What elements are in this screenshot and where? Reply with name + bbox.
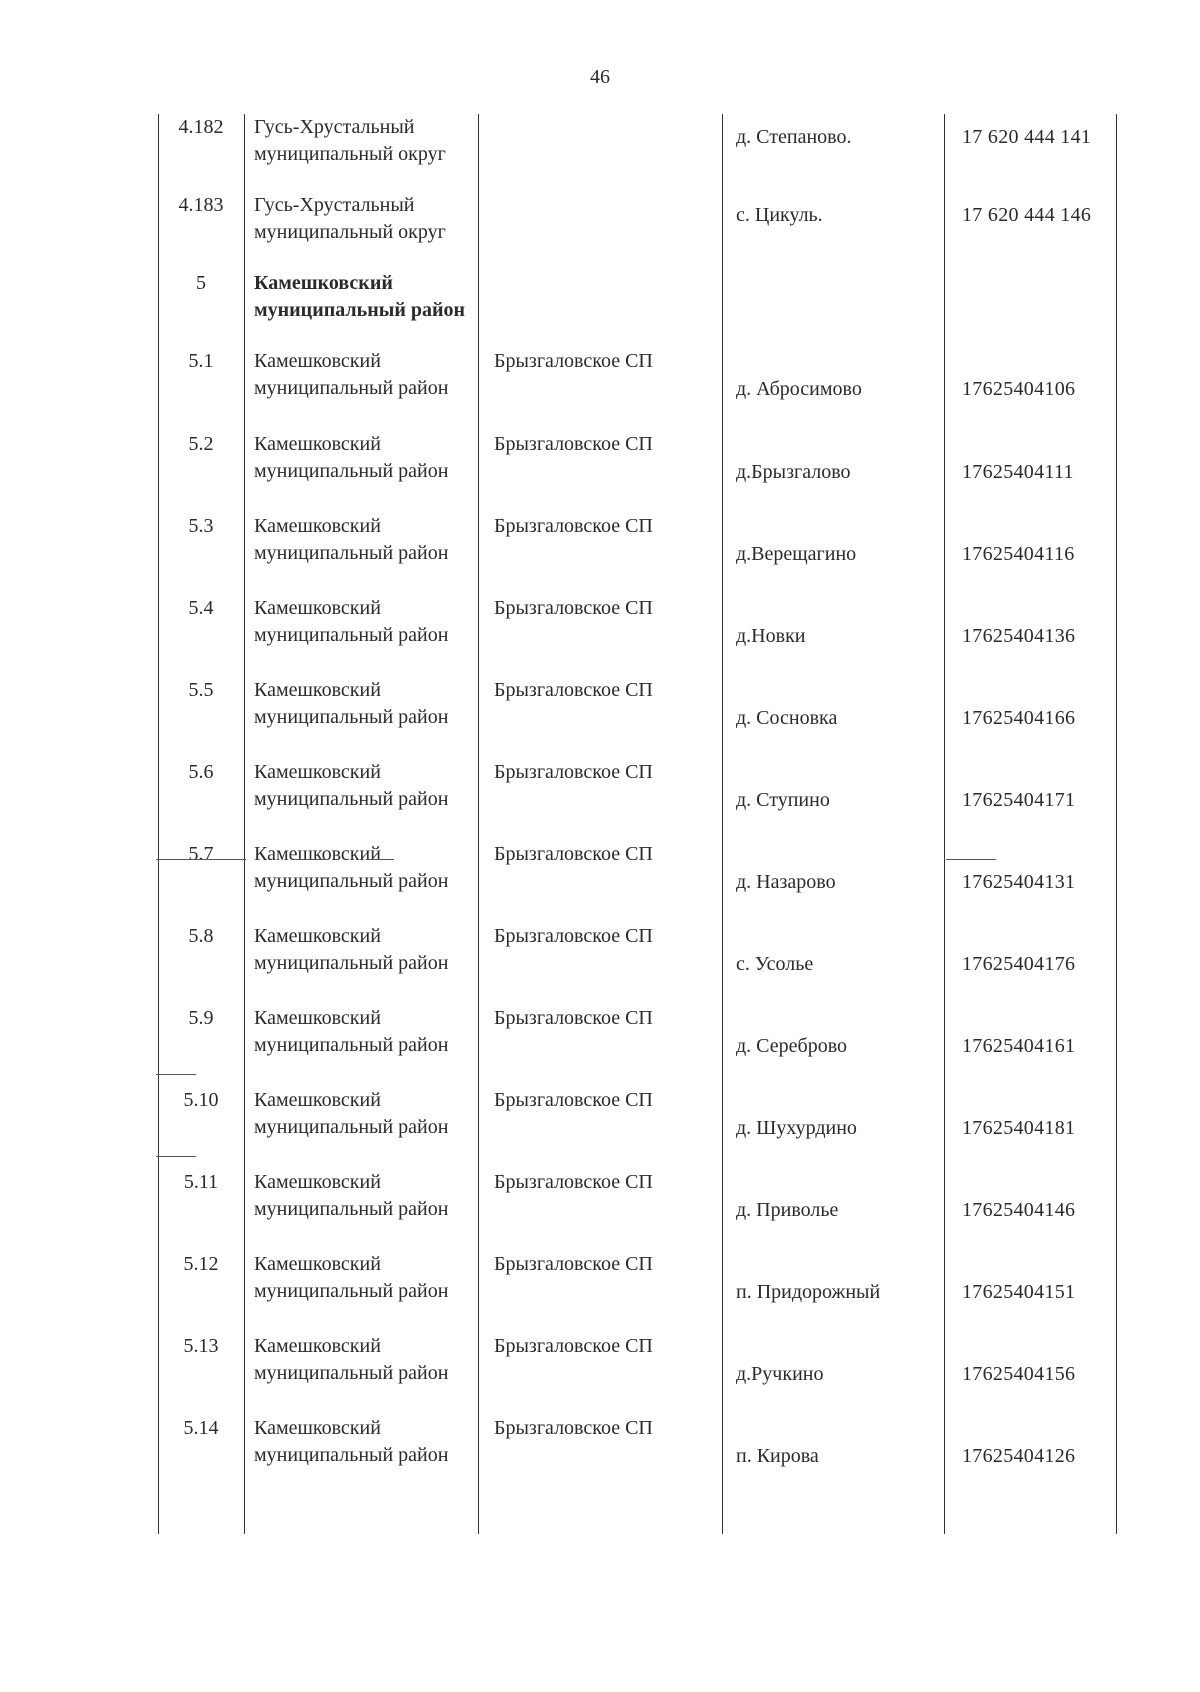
scan-dash (156, 1156, 196, 1158)
locality-cell: д.Брызгалово (736, 461, 851, 483)
oktmo-code-cell: 17625404151 (962, 1281, 1076, 1303)
row-number: 5.11 (183, 1171, 219, 1193)
row-number: 5.13 (183, 1335, 219, 1357)
municipality-cell: Камешковский муниципальный район (254, 843, 449, 892)
oktmo-code-cell: 17625404111 (962, 461, 1074, 483)
table-row (156, 1415, 1118, 1497)
municipality-cell: Камешковский муниципальный район (254, 272, 466, 321)
scan-dash (156, 1074, 196, 1076)
row-number: 4.182 (178, 116, 224, 138)
municipality-cell: Камешковский муниципальный район (254, 925, 449, 974)
table-row (156, 1251, 1118, 1333)
row-number: 5.1 (188, 350, 214, 372)
table-row (156, 595, 1118, 677)
municipality-cell: Камешковский муниципальный район (254, 1171, 449, 1220)
oktmo-code-cell: 17625404176 (962, 953, 1076, 975)
oktmo-code-cell: 17625404131 (962, 871, 1076, 893)
locality-cell: с. Цикуль. (736, 204, 823, 226)
oktmo-code-cell: 17625404136 (962, 625, 1076, 647)
scan-dash (156, 859, 246, 861)
settlement-cell: Брызгаловское СП (494, 925, 653, 947)
row-number: 4.183 (178, 194, 224, 216)
oktmo-code-cell: 17625404156 (962, 1363, 1076, 1385)
table-row (156, 192, 1118, 274)
municipality-cell: Камешковский муниципальный район (254, 1253, 449, 1302)
table-row (156, 841, 1118, 923)
locality-cell: д. Шухурдино (736, 1117, 857, 1139)
table-row (156, 431, 1118, 513)
locality-cell: д. Степаново. (736, 126, 852, 148)
municipality-cell: Гусь-Хрустальный муниципальный округ (254, 116, 446, 165)
municipality-cell: Камешковский муниципальный район (254, 597, 449, 646)
municipality-cell: Камешковский муниципальный район (254, 761, 449, 810)
table-row (156, 759, 1118, 841)
row-number: 5.12 (183, 1253, 219, 1275)
municipality-cell: Гусь-Хрустальный муниципальный округ (254, 194, 446, 243)
locality-cell: д. Сосновка (736, 707, 838, 729)
table-row (156, 1333, 1118, 1415)
oktmo-code-cell: 17 620 444 146 (962, 204, 1092, 226)
settlement-cell: Брызгаловское СП (494, 761, 653, 783)
municipality-cell: Камешковский муниципальный район (254, 679, 449, 728)
locality-table (156, 114, 1118, 1534)
locality-cell: д.Новки (736, 625, 806, 647)
settlement-cell: Брызгаловское СП (494, 1253, 653, 1275)
locality-cell: п. Придорожный (736, 1281, 881, 1303)
locality-cell: д.Ручкино (736, 1363, 824, 1385)
row-number: 5.9 (188, 1007, 214, 1029)
row-number: 5.4 (188, 597, 214, 619)
settlement-cell: Брызгаловское СП (494, 1335, 653, 1357)
row-number: 5 (196, 272, 206, 294)
settlement-cell: Брызгаловское СП (494, 515, 653, 537)
table-row (156, 1087, 1118, 1169)
locality-cell: д. Назарово (736, 871, 836, 893)
municipality-cell: Камешковский муниципальный район (254, 1335, 449, 1384)
row-number: 5.14 (183, 1417, 219, 1439)
oktmo-code-cell: 17 620 444 141 (962, 126, 1092, 148)
table-row (156, 1169, 1118, 1251)
municipality-cell: Камешковский муниципальный район (254, 350, 449, 399)
table-row (156, 270, 1118, 352)
scan-dash (296, 859, 326, 861)
locality-cell: п. Кирова (736, 1445, 819, 1467)
row-number: 5.2 (188, 433, 214, 455)
row-number: 5.10 (183, 1089, 219, 1111)
oktmo-code-cell: 17625404171 (962, 789, 1076, 811)
settlement-cell: Брызгаловское СП (494, 597, 653, 619)
row-number: 5.8 (188, 925, 214, 947)
table-row (156, 1005, 1118, 1087)
locality-cell: д.Верещагино (736, 543, 857, 565)
row-number: 5.3 (188, 515, 214, 537)
locality-cell: с. Усолье (736, 953, 814, 975)
table-row (156, 114, 1118, 196)
settlement-cell: Брызгаловское СП (494, 1089, 653, 1111)
oktmo-code-cell: 17625404116 (962, 543, 1075, 565)
municipality-cell: Камешковский муниципальный район (254, 1417, 449, 1466)
settlement-cell: Брызгаловское СП (494, 679, 653, 701)
table-row (156, 923, 1118, 1005)
table-row (156, 348, 1118, 430)
municipality-cell: Камешковский муниципальный район (254, 1089, 449, 1138)
oktmo-code-cell: 17625404146 (962, 1199, 1076, 1221)
oktmo-code-cell: 17625404181 (962, 1117, 1076, 1139)
settlement-cell: Брызгаловское СП (494, 1417, 653, 1439)
scan-dash (366, 859, 394, 861)
row-number: 5.7 (188, 843, 214, 865)
municipality-cell: Камешковский муниципальный район (254, 433, 449, 482)
municipality-cell: Камешковский муниципальный район (254, 515, 449, 564)
settlement-cell: Брызгаловское СП (494, 1007, 653, 1029)
row-number: 5.5 (188, 679, 214, 701)
page-number: 46 (590, 66, 610, 88)
settlement-cell: Брызгаловское СП (494, 433, 653, 455)
settlement-cell: Брызгаловское СП (494, 350, 653, 372)
settlement-cell: Брызгаловское СП (494, 843, 653, 865)
table-row (156, 513, 1118, 595)
locality-cell: д. Сереброво (736, 1035, 847, 1057)
locality-cell: д. Приволье (736, 1199, 839, 1221)
locality-cell: д. Ступино (736, 789, 830, 811)
oktmo-code-cell: 17625404161 (962, 1035, 1076, 1057)
oktmo-code-cell: 17625404166 (962, 707, 1076, 729)
scan-dash (946, 859, 996, 861)
oktmo-code-cell: 17625404126 (962, 1445, 1076, 1467)
row-number: 5.6 (188, 761, 214, 783)
settlement-cell: Брызгаловское СП (494, 1171, 653, 1193)
municipality-cell: Камешковский муниципальный район (254, 1007, 449, 1056)
table-row (156, 677, 1118, 759)
locality-cell: д. Абросимово (736, 378, 862, 400)
oktmo-code-cell: 17625404106 (962, 378, 1076, 400)
